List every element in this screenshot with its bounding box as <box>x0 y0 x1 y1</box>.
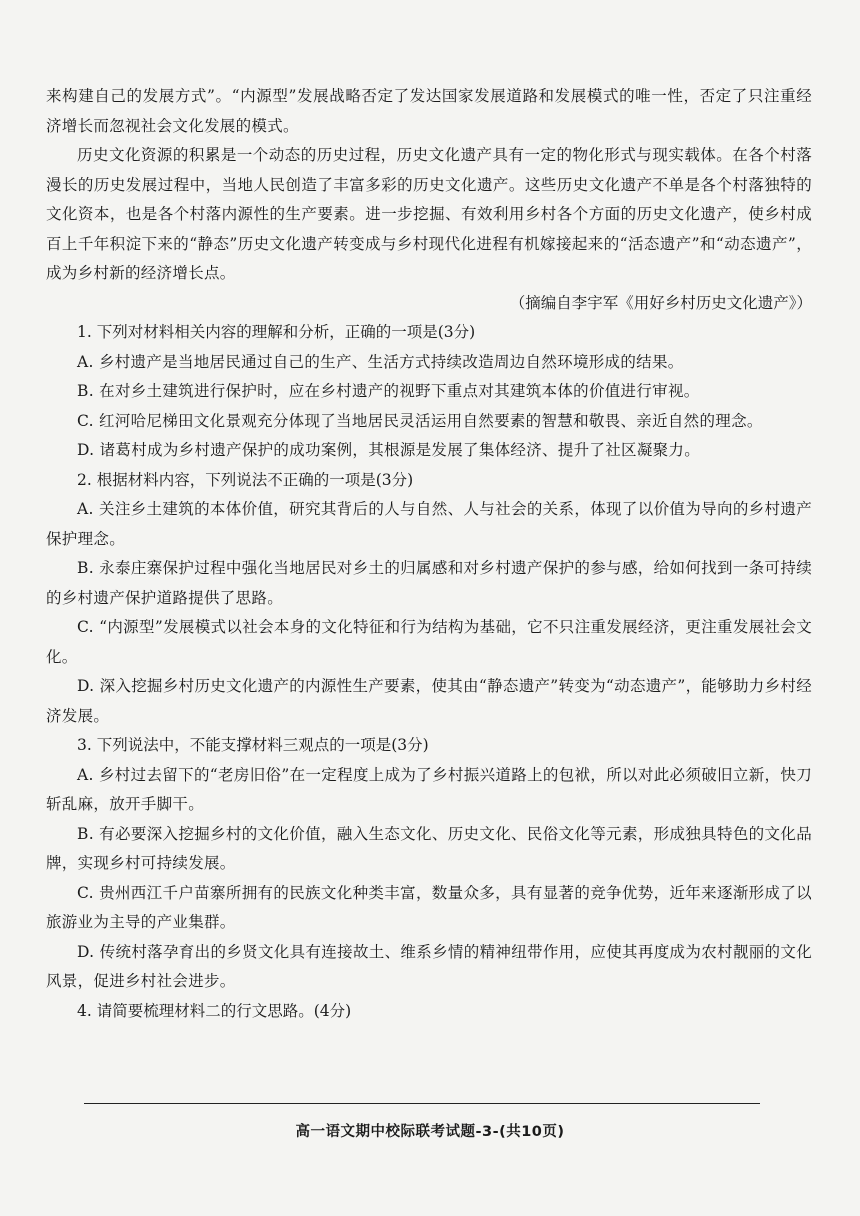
option-list <box>46 495 812 731</box>
option-b: B. 永泰庄寨保护过程中强化当地居民对乡土的归属感和对乡村遗产保护的参与感，给如何找到一条可持续的乡村遗产保护道路提供了思路。 <box>46 559 812 607</box>
option-list <box>46 348 812 466</box>
page-footer: 高一语文期中校际联考试题-3-(共10页) <box>295 1124 565 1140</box>
option-a: A. 乡村过去留下的“老房旧俗”在一定程度上成为了乡村振兴道路上的包袱，所以对此必须破旧立新，快刀斩乱麻，放开手脚干。 <box>46 765 812 813</box>
option-c: C. “内源型”发展模式以社会本身的文化特征和行为结构为基础，它不只注重发展经济，更注重发展社会文化。 <box>46 618 812 666</box>
question-4 <box>46 997 812 1027</box>
option-d: D. 诸葛村成为乡村遗产保护的成功案例，其根源是发展了集体经济、提升了社区凝聚力。 <box>77 441 701 459</box>
option-list <box>46 761 812 997</box>
option-c: C. 红河哈尼梯田文化景观充分体现了当地居民灵活运用自然要素的智慧和敬畏、亲近自然的理念。 <box>77 411 763 430</box>
question-stem: 1. 下列对材料相关内容的理解和分析，正确的一项是(3分) <box>77 323 476 341</box>
option-b: B. 有必要深入挖掘乡村的文化价值，融入生态文化、历史文化、民俗文化等元素，形成独具特色的文化品牌，实现乡村可持续发展。 <box>46 824 812 872</box>
option-c: C. 贵州西江千户苗寨所拥有的民族文化种类丰富，数量众多，具有显著的竞争优势，近年来逐渐形成了以旅游业为主导的产业集群。 <box>46 883 812 931</box>
option-b: B. 在对乡土建筑进行保护时，应在乡村遗产的视野下重点对其建筑本体的价值进行审视。 <box>77 382 700 400</box>
question-stem: 4. 请简要梳理材料二的行文思路。(4分) <box>77 1001 352 1020</box>
question-2 <box>46 466 812 732</box>
option-d: D. 深入挖掘乡村历史文化遗产的内源性生产要素，使其由“静态遗产”转变为“动态遗产”，能够助力乡村经济发展。 <box>46 677 812 725</box>
passage-paragraph-2: 历史文化资源的积累是一个动态的历史过程，历史文化遗产具有一定的物化形式与现实载体。在各个村落漫长的历史发展过程中，当地人民创造了丰富多彩的历史文化遗产。这些历史文化遗产不单是各个村落独特的文化资本，也是各个村落内源性的生产要素。进一步挖掘、有效利用乡村各个方面的历史文化遗产，使乡村成百上千年积淀下来的“静态”历史文化遗产转变成与乡村现代化进程有机嫁接起来的“活态遗产”和“动态遗产”，成为乡村新的经济增长点。 <box>46 146 812 282</box>
option-a: A. 乡村遗产是当地居民通过自己的生产、生活方式持续改造周边自然环境形成的结果。 <box>77 352 684 371</box>
question-stem: 2. 根据材料内容，下列说法不正确的一项是(3分) <box>77 470 414 489</box>
passage-source: （摘编自李宇军《用好乡村历史文化遗产》） <box>509 293 812 312</box>
passage-paragraph-1: 来构建自己的发展方式”。“内源型”发展战略否定了发达国家发展道路和发展模式的唯一性，否定了只注重经济增长而忽视社会文化发展的模式。 <box>46 87 812 135</box>
option-d: D. 传统村落孕育出的乡贤文化具有连接故土、维系乡情的精神纽带作用，应使其再度成为农村靓丽的文化风景，促进乡村社会进步。 <box>46 942 812 990</box>
question-1 <box>46 318 812 466</box>
footer-divider <box>84 1103 760 1104</box>
option-a: A. 关注乡土建筑的本体价值，研究其背后的人与自然、人与社会的关系，体现了以价值为导向的乡村遗产保护理念。 <box>46 500 812 548</box>
question-3 <box>46 731 812 997</box>
question-stem: 3. 下列说法中，不能支撑材料三观点的一项是(3分) <box>77 736 429 754</box>
